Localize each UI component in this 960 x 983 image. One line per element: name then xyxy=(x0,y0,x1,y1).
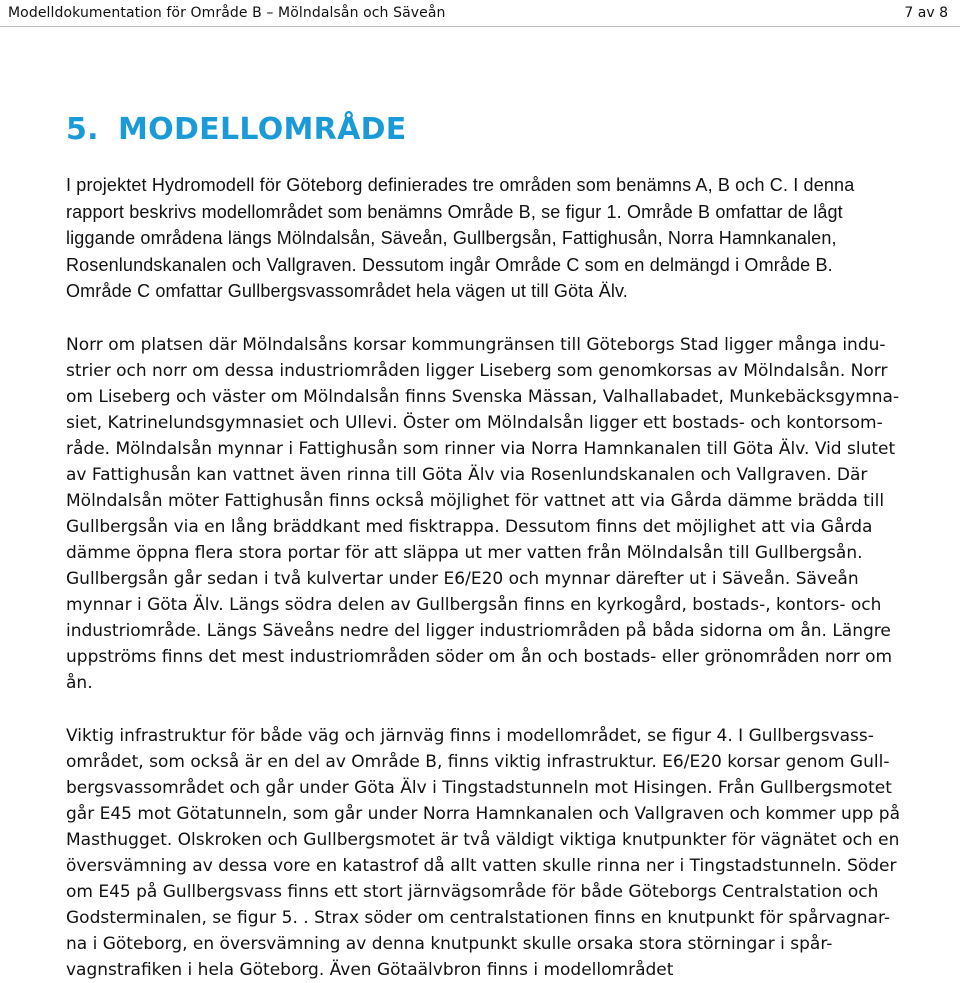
header-divider xyxy=(0,26,960,27)
paragraph-line: dämme öppna flera stora portar för att släppa ut mer vatten från Mölndalsån till Gullbergsån. xyxy=(66,542,863,563)
paragraph-line: Norr om platsen där Mölndalsåns korsar kommungränsen till Göteborgs Stad ligger många indu- xyxy=(66,334,886,355)
paragraph-line: ån. xyxy=(66,672,93,693)
section-number: 5. xyxy=(66,112,99,147)
paragraph-line: går E45 mot Götatunneln, som går under Norra Hamnkanalen och Vallgraven och kommer upp på xyxy=(66,803,901,824)
paragraph-line: översvämning av dessa vore en katastrof då allt vatten skulle rinna ner i Tingstadstunneln. Söder xyxy=(66,855,897,876)
page-number: 7 av 8 xyxy=(904,5,948,21)
paragraph-line: I projektet Hydromodell för Göteborg definierades tre områden som benämns A, B och C. I denna xyxy=(66,175,855,195)
page-header xyxy=(0,0,960,30)
paragraph-line: industriområde. Längs Säveåns nedre del ligger industriområden på båda sidorna om ån. Längre xyxy=(66,620,891,641)
paragraph-line: av Fattighusån kan vattnet även rinna till Göta Älv via Rosenlundskanalen och Vallgraven. Där xyxy=(66,464,868,485)
paragraph-1 xyxy=(66,172,958,305)
paragraph-line: strier och norr om dessa industriområden ligger Liseberg som genomkorsas av Mölndalsån. Norr xyxy=(66,360,888,381)
paragraph-line: mynnar i Göta Älv. Längs södra delen av Gullbergsån finns en kyrkogård, bostads-, kontors- och xyxy=(66,594,882,615)
section-title: MODELLOMRÅDE xyxy=(118,112,407,147)
paragraph-line: bergsvassområdet och går under Göta Älv i Tingstadstunneln mot Hisingen. Från Gullbergsmotet xyxy=(66,777,892,798)
paragraph-line: Masthugget. Olskroken och Gullbergsmotet är två väldigt viktiga knutpunkter för vägnätet och en xyxy=(66,829,900,850)
paragraph-line: Gullbergsån går sedan i två kulvertar under E6/E20 och mynnar därefter ut i Säveån. Säveån xyxy=(66,568,859,589)
paragraph-line: om Liseberg och väster om Mölndalsån finns Svenska Mässan, Valhallabadet, Munkebäcksgymna- xyxy=(66,386,900,407)
paragraph-line: siet, Katrinelundsgymnasiet och Ullevi. Öster om Mölndalsån ligger ett bostads- och kontorsom- xyxy=(66,412,883,433)
paragraph-line: Mölndalsån möter Fattighusån finns också möjlighet för vattnet att via Gårda dämme brädda till xyxy=(66,490,885,511)
paragraph-line: Godsterminalen, se figur 5. . Strax söder om centralstationen finns en knutpunkt för spårvagnar- xyxy=(66,907,891,928)
paragraph-line: om E45 på Gullbergsvass finns ett stort järnvägsområde för både Göteborgs Centralstation och xyxy=(66,881,879,902)
document-title: Modelldokumentation för Område B – Mölndalsån och Säveån xyxy=(8,5,446,21)
paragraph-2 xyxy=(66,332,958,696)
paragraph-line: området, som också är en del av Område B, finns viktig infrastruktur. E6/E20 korsar genom Gull- xyxy=(66,751,890,772)
paragraph-line: na i Göteborg, en översvämning av denna knutpunkt skulle orsaka stora störningar i spår- xyxy=(66,933,833,954)
paragraph-3 xyxy=(66,723,958,983)
body-text xyxy=(66,172,958,983)
section-heading xyxy=(66,112,407,148)
paragraph-line: rapport beskrivs modellområdet som benämns Område B, se figur 1. Område B omfattar de lågt xyxy=(66,201,843,222)
paragraph-line: Rosenlundskanalen och Vallgraven. Dessutom ingår Område C som en delmängd i Område B. xyxy=(66,254,833,275)
paragraph-line: uppströms finns det mest industriområden söder om ån och bostads- eller grönområden norr om xyxy=(66,646,893,667)
paragraph-line: liggande områdena längs Mölndalsån, Säveån, Gullbergsån, Fattighusån, Norra Hamnkanalen, xyxy=(66,228,837,249)
paragraph-line: Viktig infrastruktur för både väg och järnväg finns i modellområdet, se figur 4. I Gullbergsvass- xyxy=(66,725,874,746)
paragraph-line: vagnstrafiken i hela Göteborg. Även Götaälvbron finns i modellområdet xyxy=(66,959,674,980)
paragraph-line: Gullbergsån via en lång bräddkant med fisktrappa. Dessutom finns det möjlighet att via Gårda xyxy=(66,516,873,537)
paragraph-line: Område C omfattar Gullbergsvassområdet hela vägen ut till Göta Älv. xyxy=(66,281,628,302)
paragraph-line: råde. Mölndalsån mynnar i Fattighusån som rinner via Norra Hamnkanalen till Göta Älv. Vid slutet xyxy=(66,438,896,459)
